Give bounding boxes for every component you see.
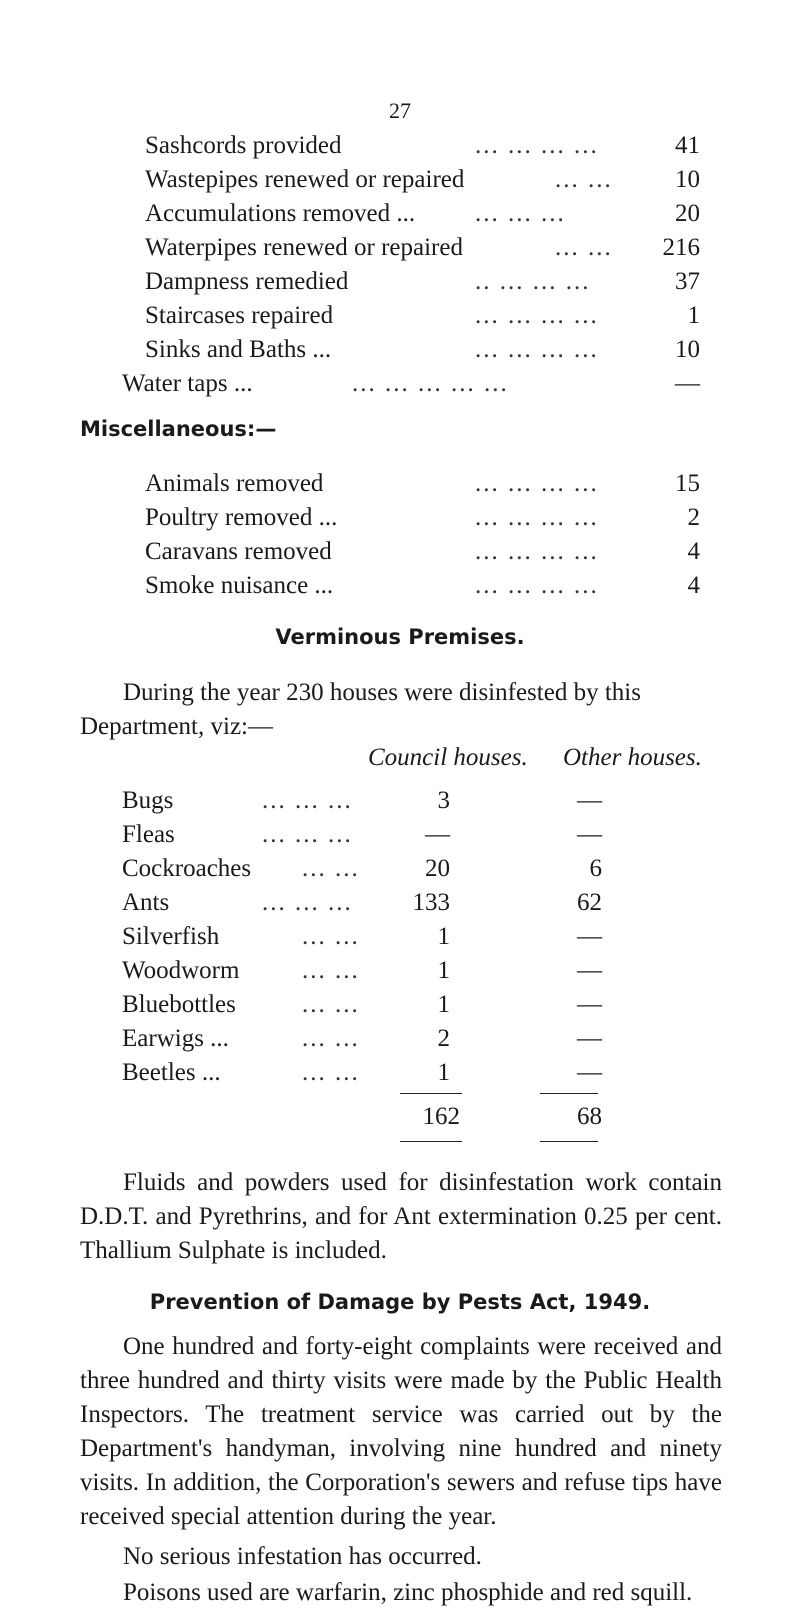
- list-item: [145, 265, 700, 299]
- item-value: 4: [687, 572, 700, 599]
- item-value: 10: [675, 336, 700, 363]
- list-item: [145, 333, 700, 367]
- item-label: Accumulations removed ...: [145, 200, 416, 227]
- item-value: 20: [675, 200, 700, 227]
- council-value: 20: [425, 855, 450, 882]
- intro-line: Department, viz:—: [80, 713, 273, 740]
- leader-dots: ... ... ... ...: [475, 302, 599, 329]
- leader-dots: ... ...: [302, 991, 360, 1018]
- item-label: Wastepipes renewed or repaired: [145, 166, 465, 193]
- item-value: —: [675, 370, 700, 397]
- council-value: 1: [437, 957, 450, 984]
- pests-paragraph: No serious infestation has occurred.: [123, 1543, 482, 1570]
- table-row: [122, 818, 612, 852]
- pest-label: Earwigs ...: [122, 1025, 229, 1052]
- other-value: —: [577, 923, 602, 950]
- table-row: [122, 954, 612, 988]
- item-label: Staircases repaired: [145, 302, 334, 329]
- other-total: 68: [577, 1103, 602, 1130]
- item-value: 41: [675, 132, 700, 159]
- list-item: [145, 129, 700, 163]
- leader-dots: ... ... ...: [475, 200, 566, 227]
- item-label: Water taps ...: [122, 370, 253, 397]
- total-rule-council-top: [400, 1093, 462, 1094]
- item-value: 4: [687, 538, 700, 565]
- table-row: [122, 886, 612, 920]
- column-header-council: Council houses.: [368, 744, 528, 771]
- leader-dots: ... ...: [555, 166, 613, 193]
- fluids-paragraph: Fluids and powders used for disinfestation work contain D.D.T. and Pyrethrins, and for Ant extermination 0.25 per cent. Thallium Sulphate is included.: [80, 1169, 722, 1264]
- table-row: [122, 920, 612, 954]
- table-total-row: [122, 1100, 612, 1134]
- list-item: [145, 231, 700, 265]
- pests-paragraph: One hundred and forty-eight complaints were received and three hundred and thirty visits were made by the Public Health Inspectors. The treatment service was carried out by the Department's handyman, involving nine hundred and ninety visits. In addition, the Corporation's sewers and refuse tips have received special attention during the year.: [80, 1333, 722, 1530]
- other-value: —: [577, 991, 602, 1018]
- pest-label: Cockroaches: [122, 855, 252, 882]
- total-rule-council-bottom: [400, 1141, 462, 1142]
- page-number: 27: [389, 98, 411, 123]
- item-value: 15: [675, 470, 700, 497]
- table-row: [122, 852, 612, 886]
- leader-dots: ... ... ... ... ...: [352, 370, 509, 397]
- pest-label: Silverfish: [122, 923, 220, 950]
- council-total: 162: [422, 1103, 460, 1130]
- council-value: 1: [437, 923, 450, 950]
- section-heading-miscellaneous: Miscellaneous:—: [80, 417, 277, 441]
- item-label: Dampness remedied: [145, 268, 349, 295]
- leader-dots: ... ... ...: [262, 821, 353, 848]
- item-value: 10: [675, 166, 700, 193]
- item-value: 216: [662, 234, 700, 261]
- item-label: Sashcords provided: [145, 132, 342, 159]
- leader-dots: ... ...: [302, 1059, 360, 1086]
- item-label: Poultry removed ...: [145, 504, 338, 531]
- leader-dots: ... ...: [302, 1025, 360, 1052]
- section-heading-verminous: Verminous Premises.: [275, 625, 525, 649]
- item-value: 2: [687, 504, 700, 531]
- pest-label: Bluebottles: [122, 991, 236, 1018]
- council-value: 133: [412, 889, 450, 916]
- leader-dots: ... ...: [555, 234, 613, 261]
- item-label: Animals removed: [145, 470, 324, 497]
- pest-label: Ants: [122, 889, 170, 916]
- pest-label: Fleas: [122, 821, 175, 848]
- item-label: Caravans removed: [145, 538, 332, 565]
- list-item: [145, 299, 700, 333]
- item-label: Waterpipes renewed or repaired: [145, 234, 463, 261]
- total-rule-other-bottom: [540, 1141, 598, 1142]
- leader-dots: ... ... ...: [262, 787, 353, 814]
- list-item: [145, 501, 700, 535]
- council-value: 3: [437, 787, 450, 814]
- list-item: [145, 569, 700, 603]
- verminous-intro: [80, 676, 722, 744]
- list-item: [145, 467, 700, 501]
- table-row: [122, 988, 612, 1022]
- other-value: 62: [577, 889, 602, 916]
- leader-dots: ... ...: [302, 855, 360, 882]
- council-value: —: [425, 821, 450, 848]
- list-item: [145, 163, 700, 197]
- other-value: —: [577, 821, 602, 848]
- list-item: [145, 535, 700, 569]
- leader-dots: ... ... ... ...: [475, 470, 599, 497]
- section-heading-pests: Prevention of Damage by Pests Act, 1949.: [149, 1290, 651, 1314]
- item-value: 37: [675, 268, 700, 295]
- other-value: 6: [589, 855, 602, 882]
- table-row: [122, 1056, 612, 1090]
- item-value: 1: [687, 302, 700, 329]
- leader-dots: ... ...: [302, 923, 360, 950]
- item-label: Sinks and Baths ...: [145, 336, 332, 363]
- pests-paragraph: Poisons used are warfarin, zinc phosphide and red squill.: [123, 1579, 693, 1606]
- other-value: —: [577, 957, 602, 984]
- list-item: [145, 197, 700, 231]
- council-value: 1: [437, 991, 450, 1018]
- pest-label: Beetles ...: [122, 1059, 221, 1086]
- leader-dots: ... ... ... ...: [475, 132, 599, 159]
- total-rule-other-top: [540, 1093, 598, 1094]
- leader-dots: .. ... ... ...: [475, 268, 591, 295]
- leader-dots: ... ... ... ...: [475, 504, 599, 531]
- council-value: 2: [437, 1025, 450, 1052]
- item-label: Smoke nuisance ...: [145, 572, 334, 599]
- pest-label: Bugs: [122, 787, 174, 814]
- other-value: —: [577, 1025, 602, 1052]
- list-item: [122, 367, 700, 401]
- leader-dots: ... ... ... ...: [475, 336, 599, 363]
- intro-line: During the year 230 houses were disinfested by this: [123, 679, 641, 706]
- pest-label: Woodworm: [122, 957, 240, 984]
- table-row: [122, 1022, 612, 1056]
- council-value: 1: [437, 1059, 450, 1086]
- leader-dots: ... ... ... ...: [475, 538, 599, 565]
- table-row: [122, 784, 612, 818]
- leader-dots: ... ...: [302, 957, 360, 984]
- leader-dots: ... ... ...: [262, 889, 353, 916]
- leader-dots: ... ... ... ...: [475, 572, 599, 599]
- column-header-other: Other houses.: [563, 744, 702, 771]
- other-value: —: [577, 787, 602, 814]
- other-value: —: [577, 1059, 602, 1086]
